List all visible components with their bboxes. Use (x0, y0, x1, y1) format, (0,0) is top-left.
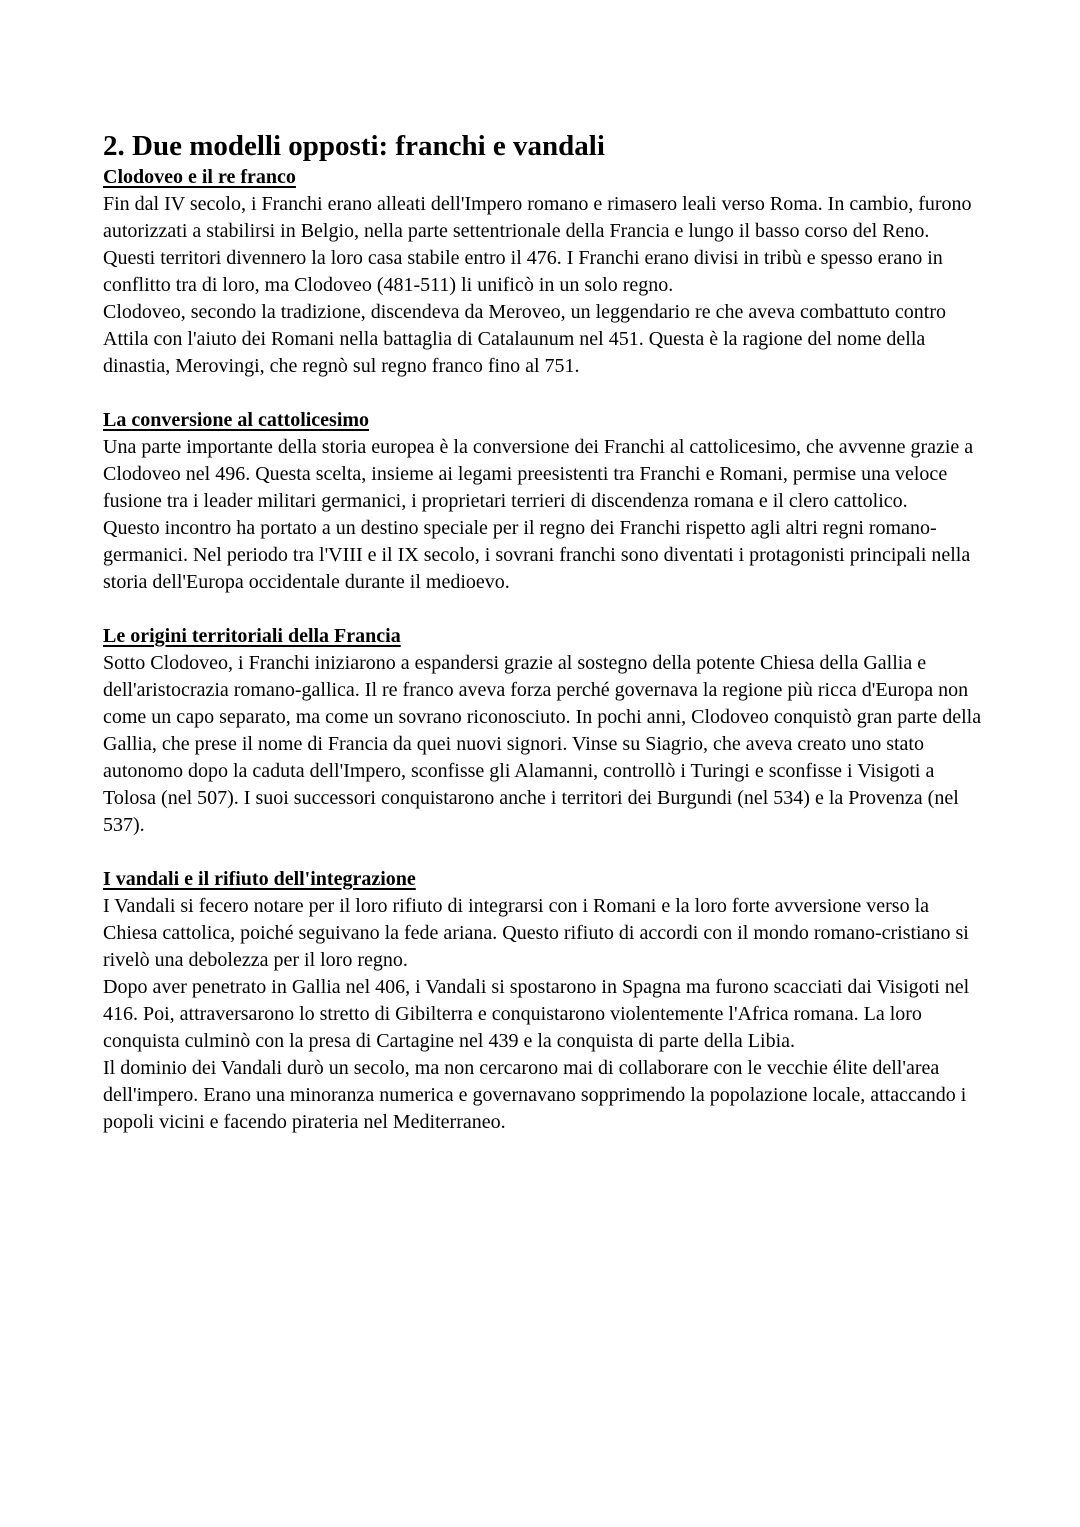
paragraph: Dopo aver penetrato in Gallia nel 406, i Vandali si spostarono in Spagna ma furono scacciati dai Visigoti nel 416. Poi, attraversarono lo stretto di Gibilterra e conquistarono violentemente l'Africa romana. La loro conquista culminò con la presa di Cartagine nel 439 e la conquista di parte della Libia. (103, 976, 970, 1052)
paragraph: Clodoveo, secondo la tradizione, discendeva da Meroveo, un leggendario re che aveva combattuto contro Attila con l'aiuto dei Romani nella battaglia di Catalaunum nel 451. Questa è la ragione del nome della dinastia, Merovingi, che regnò sul regno franco fino al 751. (103, 301, 947, 377)
section-origini (103, 623, 983, 839)
section-spacer (103, 839, 983, 866)
paragraph: Questo incontro ha portato a un destino speciale per il regno dei Franchi rispetto agli altri regni romano-germanici. Nel periodo tra l'VIII e il IX secolo, i sovrani franchi sono diventati i protagonisti principali nella storia dell'Europa occidentale durante il medioevo. (103, 517, 971, 593)
section-spacer (103, 596, 983, 623)
paragraph: Sotto Clodoveo, i Franchi iniziarono a espandersi grazie al sostegno della potente Chiesa della Gallia e dell'aristocrazia romano-gallica. Il re franco aveva forza perché governava la regione più ricca d'Europa non come un capo separato, ma come un sovrano riconosciuto. In pochi anni, Clodoveo conquistò gran parte della Gallia, che prese il nome di Francia da quei nuovi signori. Vinse su Siagrio, che aveva creato uno stato autonomo dopo la caduta dell'Impero, sconfisse gli Alamanni, controllò i Turingi e sconfisse i Visigoti a Tolosa (nel 507). I suoi successori conquistarono anche i territori dei Burgundi (nel 534) e la Provenza (nel 537). (103, 652, 982, 836)
section-spacer (103, 380, 983, 407)
section-heading: Le origini territoriali della Francia (103, 625, 401, 647)
paragraph: I Vandali si fecero notare per il loro rifiuto di integrarsi con i Romani e la loro forte avversione verso la Chiesa cattolica, poiché seguivano la fede ariana. Questo rifiuto di accordi con il mondo romano-cristiano si rivelò una debolezza per il loro regno. (103, 895, 969, 971)
document-page (103, 128, 983, 1136)
section-heading: Clodoveo e il re franco (103, 166, 296, 188)
paragraph: Una parte importante della storia europea è la conversione dei Franchi al cattolicesimo, che avvenne grazie a Clodoveo nel 496. Questa scelta, insieme ai legami preesistenti tra Franchi e Romani, permise una veloce fusione tra i leader militari germanici, i proprietari terrieri di discendenza romana e il clero cattolico. (103, 436, 974, 512)
section-conversione (103, 407, 983, 596)
document-title: 2. Due modelli opposti: franchi e vandali (103, 130, 605, 162)
section-vandali (103, 866, 983, 1136)
section-heading: La conversione al cattolicesimo (103, 409, 370, 431)
paragraph: Il dominio dei Vandali durò un secolo, ma non cercarono mai di collaborare con le vecchie élite dell'area dell'impero. Erano una minoranza numerica e governavano sopprimendo la popolazione locale, attaccando i popoli vicini e facendo pirateria nel Mediterraneo. (103, 1057, 967, 1133)
section-heading: I vandali e il rifiuto dell'integrazione (103, 868, 416, 890)
paragraph: Fin dal IV secolo, i Franchi erano alleati dell'Impero romano e rimasero leali verso Roma. In cambio, furono autorizzati a stabilirsi in Belgio, nella parte settentrionale della Francia e lungo il basso corso del Reno. Questi territori divennero la loro casa stabile entro il 476. I Franchi erano divisi in tribù e spesso erano in conflitto tra di loro, ma Clodoveo (481-511) li unificò in un solo regno. (103, 193, 972, 296)
section-clodoveo (103, 164, 983, 380)
